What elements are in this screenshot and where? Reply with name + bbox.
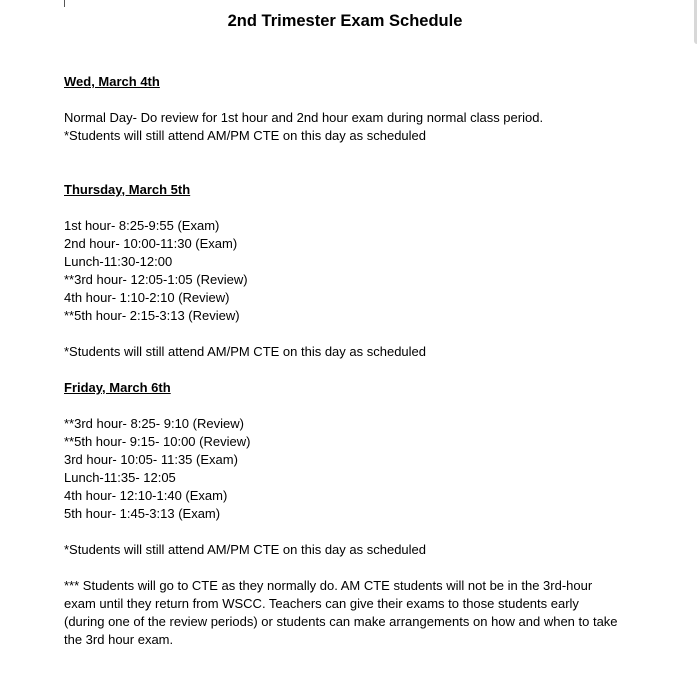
thursday-schedule-line: 1st hour- 8:25-9:55 (Exam): [64, 218, 220, 233]
wednesday-line: *Students will still attend AM/PM CTE on this day as scheduled: [64, 128, 427, 143]
friday-note: *Students will still attend AM/PM CTE on this day as scheduled: [64, 542, 427, 557]
thursday-schedule-line: **5th hour- 2:15-3:13 (Review): [64, 308, 240, 323]
friday-schedule-line: Lunch-11:35- 12:05: [64, 470, 176, 485]
friday-schedule-line: 3rd hour- 10:05- 11:35 (Exam): [64, 452, 238, 467]
thursday-schedule-line: **3rd hour- 12:05-1:05 (Review): [64, 272, 248, 287]
wednesday-line: Normal Day- Do review for 1st hour and 2nd hour exam during normal class period.: [64, 110, 544, 125]
thursday-schedule-line: 2nd hour- 10:00-11:30 (Exam): [64, 236, 238, 251]
thursday-schedule-line: 4th hour- 1:10-2:10 (Review): [64, 290, 230, 305]
friday-schedule-line: **3rd hour- 8:25- 9:10 (Review): [64, 416, 244, 431]
friday-schedule-line: **5th hour- 9:15- 10:00 (Review): [64, 434, 251, 449]
friday-schedule-line: 5th hour- 1:45-3:13 (Exam): [64, 506, 221, 521]
thursday-note: *Students will still attend AM/PM CTE on this day as scheduled: [64, 344, 427, 359]
friday-schedule-line: 4th hour- 12:10-1:40 (Exam): [64, 488, 228, 503]
section-heading-wednesday: Wed, March 4th: [64, 74, 160, 89]
section-heading-friday: Friday, March 6th: [64, 380, 171, 395]
footnote-paragraph: *** Students will go to CTE as they normally do. AM CTE students will not be in the 3rd-hour exam until they return from WSCC. Teachers can give their exams to those students early (during one of the review periods) or students can make arrangements on how and when to take the 3rd hour exam.: [64, 578, 618, 647]
thursday-schedule-line: Lunch-11:30-12:00: [64, 254, 173, 269]
text-cursor-mark: [64, 0, 65, 7]
page-title: 2nd Trimester Exam Schedule: [227, 12, 463, 30]
section-heading-thursday: Thursday, March 5th: [64, 182, 191, 197]
